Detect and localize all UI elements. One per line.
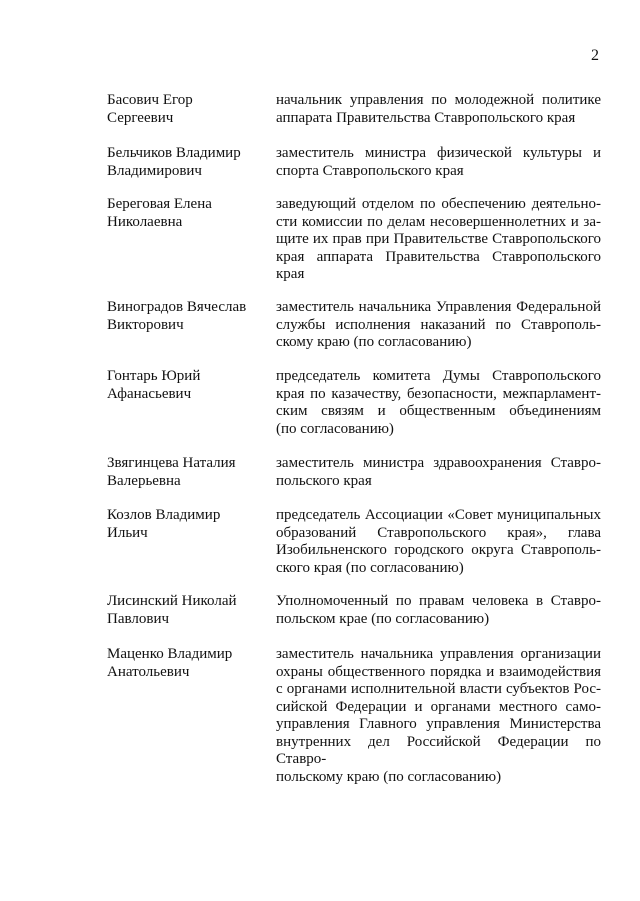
member-position-line: председатель Ассоциации «Совет муниципальных — [276, 507, 601, 523]
member-position-line: охраны общественного порядка и взаимодействия — [276, 663, 601, 680]
member-name — [107, 145, 272, 180]
member-name-line: Береговая Елена — [107, 196, 212, 212]
member-position — [276, 196, 601, 284]
member-position-line: польскому краю (по согласованию) — [276, 768, 502, 785]
member-name-line: Гонтарь Юрий — [107, 368, 201, 384]
member-position-line: заведующий отделом по обеспечению деятельно- — [276, 196, 601, 212]
member-position-line: образований Ставропольского края», глава — [276, 524, 601, 541]
member-position-line: польском крае (по согласованию) — [276, 610, 490, 627]
member-position-line: щите их прав при Правительстве Ставропольского — [276, 231, 601, 247]
member-position-line: внутренних дел Российской Федерации по Ставро- — [276, 733, 601, 767]
member-name-line: Ильич — [107, 524, 148, 541]
member-position — [276, 593, 601, 628]
member-position-line: Уполномоченный по правам человека в Ставро- — [276, 593, 601, 609]
member-position-line: управления Главного управления Министерства — [276, 716, 601, 732]
member-position-line: сти комиссии по делам несовершеннолетних и за- — [276, 213, 601, 230]
member-name — [107, 92, 272, 127]
member-position-line: аппарата Правительства Ставропольского края — [276, 109, 576, 126]
page-number: 2 — [591, 47, 599, 64]
member-name-line: Басович Егор — [107, 92, 193, 108]
member-position-line: сийской Федерации и органами местного само- — [276, 698, 601, 715]
member-name — [107, 196, 272, 231]
member-position-line: края — [276, 266, 305, 282]
member-position — [276, 368, 601, 438]
member-position-line: польского края — [276, 472, 372, 489]
member-name-line: Маценко Владимир — [107, 646, 233, 662]
member-name-line: Бельчиков Владимир — [107, 145, 241, 161]
member-name — [107, 299, 272, 334]
member-name-line: Козлов Владимир — [107, 507, 221, 523]
member-name — [107, 507, 272, 542]
member-position-line: заместитель министра физической культуры и — [276, 145, 601, 161]
member-name-line: Николаевна — [107, 213, 183, 230]
member-position-line: с органами исполнительной власти субъектов Рос- — [276, 681, 601, 697]
member-name-line: Афанасьевич — [107, 385, 192, 402]
member-position — [276, 92, 601, 127]
member-name-line: Владимирович — [107, 162, 202, 179]
member-position-line: заместитель министра здравоохранения Ставро- — [276, 455, 601, 471]
member-name — [107, 368, 272, 403]
member-position-line: Изобильненского городского округа Ставрополь- — [276, 542, 601, 558]
member-position — [276, 455, 601, 490]
member-position-line: края по казачеству, безопасности, межпарламент- — [276, 385, 601, 402]
member-position-line: скому краю (по согласованию) — [276, 334, 472, 350]
member-position-line: спорта Ставропольского края — [276, 162, 464, 179]
member-name-line: Павлович — [107, 610, 170, 627]
member-position — [276, 507, 601, 577]
member-position — [276, 145, 601, 180]
member-position-line: начальник управления по молодежной политике — [276, 92, 601, 108]
member-name-line: Анатольевич — [107, 663, 190, 680]
member-name-line: Викторович — [107, 316, 184, 333]
member-position-line: края аппарата Правительства Ставропольского — [276, 248, 601, 265]
member-position-line: председатель комитета Думы Ставропольского — [276, 368, 601, 384]
member-name — [107, 593, 272, 628]
member-name-line: Виноградов Вячеслав — [107, 299, 247, 315]
member-name-line: Валерьевна — [107, 472, 181, 489]
member-position-line: (по согласованию) — [276, 420, 394, 437]
member-position — [276, 646, 601, 786]
member-position — [276, 299, 601, 352]
member-name — [107, 455, 272, 490]
member-name-line: Лисинский Николай — [107, 593, 237, 609]
member-position-line: заместитель начальника Управления Федеральной — [276, 299, 601, 315]
member-position-line: службы исполнения наказаний по Ставрополь- — [276, 316, 601, 333]
member-position-line: заместитель начальника управления организации — [276, 646, 601, 662]
member-name — [107, 646, 272, 681]
member-position-line: ского края (по согласованию) — [276, 559, 464, 576]
member-position-line: ским связям и общественным объединениям — [276, 403, 601, 419]
member-name-line: Звягинцева Наталия — [107, 455, 236, 471]
member-name-line: Сергеевич — [107, 109, 174, 126]
